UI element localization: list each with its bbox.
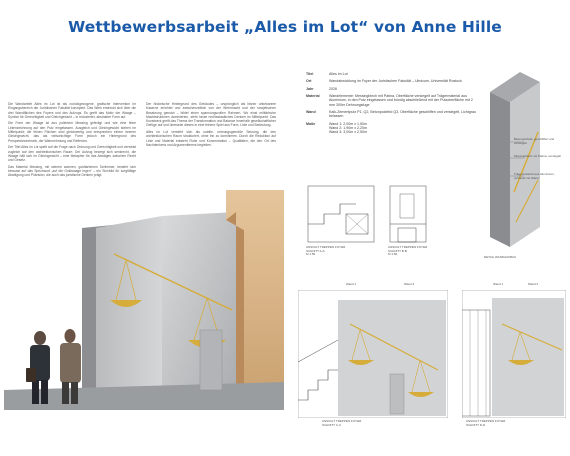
- elevation-drawing-1: [298, 290, 448, 418]
- wall-label: Wand 1: [493, 282, 504, 286]
- text-column-2: [146, 102, 276, 150]
- paragraph: Die Form der Waage ist aus poliertem Messing gefertigt und wie eine feine Linienzeichnung auf den Putz eingelassen. Ausgleich und Gleichgewicht stehen im Mittelpunkt; die feinen Flächen sind gleichwertig und entsprechen einem inneren Gleichgewicht, das als vielschichtige Form jedoch ein Hintergrund des Perspektivwechsels, der Wahrnehmung und Reflexion.: [8, 121, 136, 143]
- paragraph: Der Titel Alles im Lot spielt auf die Frage nach Ordnung und Gerechtigkeit und verweist zugleich auf den architektonischen Raum: Der Aufzug bewegt sich senkrecht, die Waage hält sich im Gleichgewicht – eine Metapher für das Abwägen zwischen Recht und Gesetz.: [8, 145, 136, 163]
- wall-label: Wand 3: [404, 282, 415, 286]
- info-row: Maße Wand 1: 2,00m x 1,50m Wand 2: 1,90m x 2,20m Wand 3: 3,00m x 2,50m: [306, 121, 368, 134]
- info-row: Titel Alles im Lot: [306, 72, 348, 76]
- elevation-caption: ANSICHT TREPPEN FOYER SCHNITT C-C: [322, 419, 362, 427]
- detail-label: Trägermaterial aus Aluminium, verdeckt mit Wand: [514, 172, 555, 180]
- wall-label: Wand 1: [346, 282, 357, 286]
- info-row: Ort Wandabwicklung im Foyer der Juristischen Fakultät – Ulmicum, Universität Rostock: [306, 79, 462, 84]
- info-row: Jahr 2026: [306, 86, 337, 91]
- paragraph: Alles im Lot versteht sich als subtile, ordnungsgemäße Setzung, die den architektonischen Raum strukturiert, ohne ihn zu dominieren. Durch die Reduktion auf Linie und Material entsteht Ruhe und Konzentration – Qualitäten, die den Ort des Nachdenkens und Argumentierens begleiten.: [146, 130, 276, 147]
- paragraph: Das Material Messing, mit seinem warmen, goldfarbenen Schimmer, besteht sich bewusst auf das Sprichwort „auf die Goldwaage legen“ – ein Sinnbild für sorgfältige Abwägung und Präzision, die auch das juristische Denken prägt.: [8, 164, 136, 178]
- section-drawing-b: [388, 184, 428, 244]
- elevation-caption: ANSICHT TREPPEN FOYER SCHNITT D-D: [466, 419, 506, 427]
- plan-caption: ANSICHT TREPPEN FOYER SCHNITT A-A M 1:50: [306, 245, 346, 257]
- wall-detail-drawing: [480, 72, 562, 252]
- paragraph: Die Wandarbeit Alles im Lot ist als zurückgezogene, grafische Intervention im Eingangsbereich der Juristischen Fakultät konzipiert. Das Werk erstreckt sich über die drei Wandflächen des Foyers und des Aufzugs. Es greift das Motiv der Waage – Symbol für Gerechtigkeit und Gleichgewicht – in reduzierter, abstrakter Form auf.: [8, 102, 136, 119]
- page-title: Wettbewerbsarbeit „Alles im Lot“ von Anne Hille: [68, 18, 502, 36]
- plan-caption: ANSICHT TREPPEN FOYER SCHNITT B-B M 1:50: [388, 245, 428, 257]
- detail-caption: DETAIL WANDAUFBAU: [484, 255, 517, 259]
- paragraph: Der historische Hintergrund des Gebäudes – ursprünglich als bisher unbekannte Kaserne errichtet und zwischenzeitlich von der Wehrmacht und der sowjetischen Besatzung genutzt – bildet einen spannungsvollen Rahmen. Wo einst militärische Machtstrukturen dominierten, steht heute rechtsstaatliches Denken im Mittelpunkt. Das Kunstwerk greift das Thema der Transformation und Balance innerhalb gesellschaftlicher Gefüge auf und übersetzt dieses in eine feinere Spiel aus Form, Linie und Bedeutung.: [146, 102, 276, 128]
- project-info: [306, 72, 476, 137]
- info-row: Wand Kalk-Zementputz P1, Q2, Betonputzfeld Q3, Oberfläche geschliffen und versiegelt, Lichtgrau belassen: [306, 109, 476, 119]
- detail-label: Betonputzfeld, geschliffen und versiegelt: [514, 137, 555, 145]
- elevation-drawing-2: [462, 290, 566, 418]
- info-row: Material Wandelemente: Messingblech mit Patina, Oberfläche versiegelt auf Trägermaterial aus Aluminium, in den Putz eingelassen und bündig abschließend mit der Putzoberfläche mit 2 mm 300er Dehnungsfuge: [306, 94, 473, 107]
- text-column-1: [8, 102, 136, 180]
- section-drawing-a: [306, 184, 376, 244]
- detail-label: Messingblech mit Patina, versiegelt: [514, 154, 562, 158]
- wall-label: Wand 2: [528, 282, 539, 286]
- foyer-rendering: [4, 190, 284, 410]
